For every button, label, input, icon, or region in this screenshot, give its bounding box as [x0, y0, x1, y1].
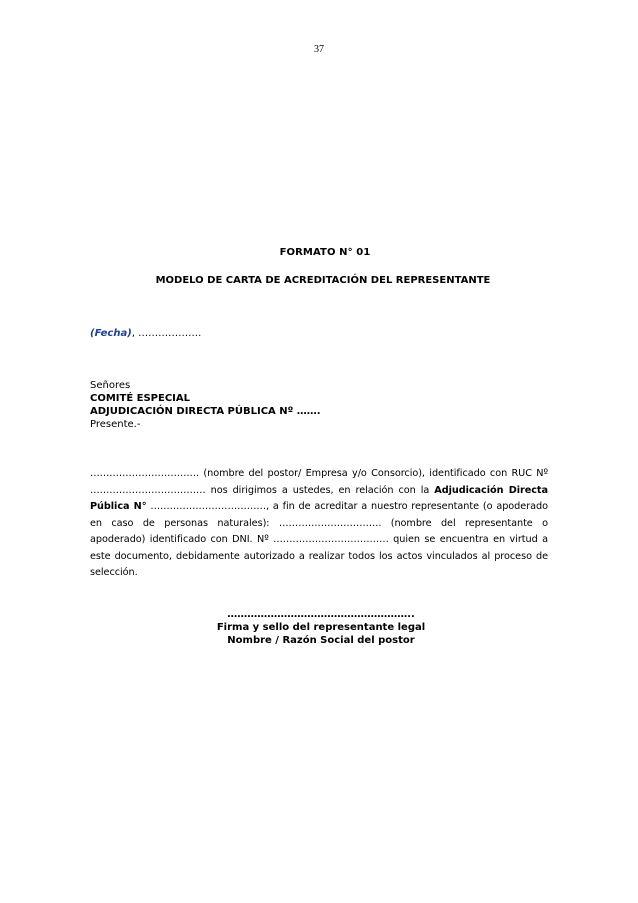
- committee-name: COMITÉ ESPECIAL: [90, 393, 191, 404]
- signature-dots: ………………………………………………..: [227, 609, 415, 620]
- model-title: MODELO DE CARTA DE ACREDITACIÓN DEL REPRESENTANTE: [155, 275, 491, 286]
- process-reference: ADJUDICACIÓN DIRECTA PÚBLICA Nº …….: [90, 406, 321, 417]
- signature-block: [0, 608, 638, 647]
- date-line: [90, 328, 201, 339]
- body-paragraph: [90, 466, 548, 582]
- body-text-part2: ………………………………, a fin de acreditar a nuestro representante (o apoderado en caso de personas naturales): ………………………….. (nombre del representante o apoderado) identificado con DNI. Nº ……………………………… quien se encuentra en virtud a este documento, debidamente autorizado a realizar todos los actos vinculados al proceso de selección.: [90, 501, 548, 578]
- page-number: 37: [314, 44, 324, 55]
- body-text-part1: ……………………………. (nombre del postor/ Empresa y/o Consorcio), identificado con RUC Nº ……………………………… nos dirigimos a ustedes, en relación con la: [90, 468, 548, 496]
- format-title: FORMATO N° 01: [279, 247, 371, 258]
- date-dots: , ……………….: [131, 328, 202, 339]
- salutation: Señores: [90, 380, 131, 391]
- address-block: [90, 379, 321, 431]
- presente-text: Presente.-: [90, 419, 141, 430]
- postor-name-label: Nombre / Razón Social del postor: [227, 635, 415, 646]
- date-placeholder: (Fecha): [90, 328, 132, 339]
- signature-label: Firma y sello del representante legal: [216, 622, 426, 633]
- body-bold-reference: Adjudicación Directa Pública N°: [90, 484, 548, 512]
